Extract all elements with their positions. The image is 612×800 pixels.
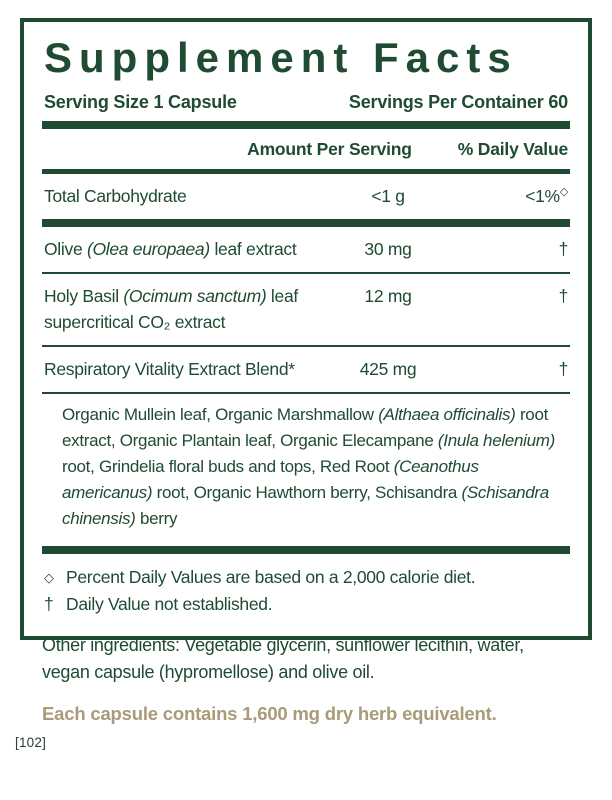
nutrient-name: Olive (Olea europaea) leaf extract xyxy=(44,239,297,259)
divider-thick-top xyxy=(42,121,570,129)
table-row-olive xyxy=(42,227,570,272)
nutrient-daily-value xyxy=(438,283,570,309)
footnote-daily-value-not-established xyxy=(44,591,570,618)
panel-title: Supplement Facts xyxy=(44,34,518,81)
table-row-total-carbohydrate xyxy=(42,174,570,219)
divider-thick-mid xyxy=(42,219,570,227)
other-ingredients-text: Other ingredients: Vegetable glycerin, sunflower lecithin, water, vegan capsule (hypromellose) and olive oil. xyxy=(42,635,524,682)
herb-equivalent-text: Each capsule contains 1,600 mg dry herb equivalent. xyxy=(42,703,497,724)
table-row-holy-basil xyxy=(42,274,570,345)
supplement-facts-panel xyxy=(20,18,592,640)
serving-size: Serving Size 1 Capsule xyxy=(44,92,237,112)
column-header-daily-value: % Daily Value xyxy=(457,139,568,159)
nutrient-amount: <1 g xyxy=(371,186,405,206)
dagger-footnote-marker: † xyxy=(558,286,568,306)
footnotes-section xyxy=(42,554,570,626)
footnote-daily-values xyxy=(44,564,570,591)
label-code: [102] xyxy=(15,735,47,750)
blend-ingredients-text: Organic Mullein leaf, Organic Marshmallow (Althaea officinalis) root extract, Organic Plantain leaf, Organic Elecampane (Inula helenium) root, Grindelia floral buds and tops, Red Root (Ceanothus americanus) root, Organic Hawthorn berry, Schisandra (Schisandra chinensis) berry xyxy=(62,405,556,528)
nutrient-amount: 425 mg xyxy=(359,359,417,379)
label-footer xyxy=(15,632,576,750)
nutrient-name: Holy Basil (Ocimum sanctum) leaf supercritical CO₂ extract xyxy=(44,286,298,332)
diamond-footnote-marker: ◇ xyxy=(559,186,568,199)
column-header-amount: Amount Per Serving xyxy=(247,139,412,159)
table-row-respiratory-blend xyxy=(42,347,570,392)
serving-info-row xyxy=(44,92,568,113)
nutrient-daily-value: <1%◇ xyxy=(525,186,568,206)
divider-thick-bottom xyxy=(42,546,570,554)
nutrient-amount: 30 mg xyxy=(364,239,412,259)
servings-per-container: Servings Per Container 60 xyxy=(348,92,568,112)
nutrient-daily-value xyxy=(438,236,570,262)
nutrient-amount: 12 mg xyxy=(364,286,412,306)
dagger-icon: † xyxy=(44,594,54,614)
nutrient-daily-value xyxy=(438,356,570,382)
dagger-footnote-marker: † xyxy=(558,239,568,259)
footnote-text: Daily Value not established. xyxy=(66,594,273,614)
nutrient-name: Total Carbohydrate xyxy=(44,186,187,206)
footnote-text: Percent Daily Values are based on a 2,000 calorie diet. xyxy=(66,567,476,587)
diamond-icon: ◇ xyxy=(44,570,54,585)
table-header-row xyxy=(42,129,570,169)
dagger-footnote-marker: † xyxy=(558,359,568,379)
nutrient-name: Respiratory Vitality Extract Blend* xyxy=(44,359,295,379)
